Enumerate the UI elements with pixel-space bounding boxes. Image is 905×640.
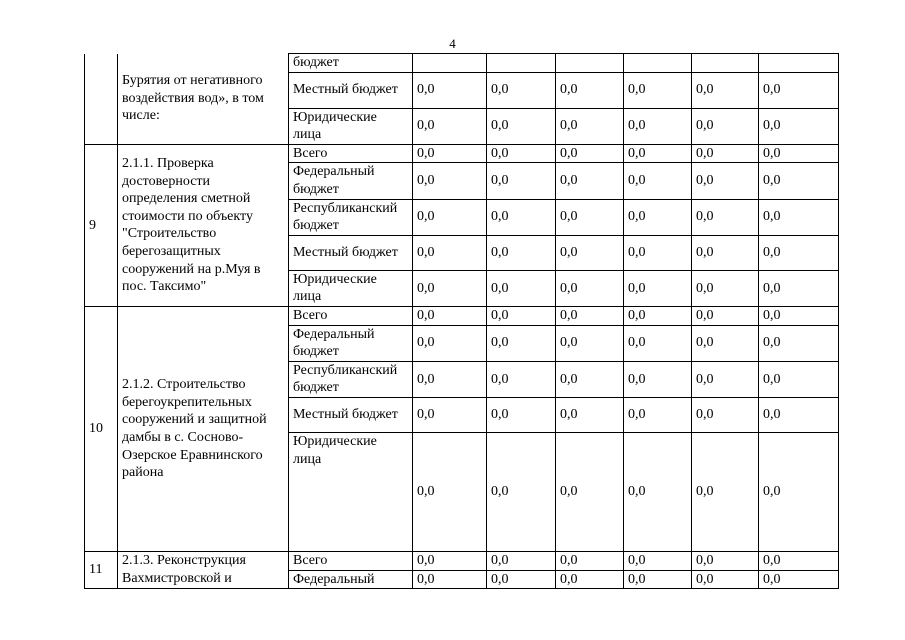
value-cell: 0,0 [556, 72, 624, 108]
value-cell: 0,0 [556, 306, 624, 325]
value-cell: 0,0 [487, 144, 556, 163]
value-cell: 0,0 [692, 108, 759, 144]
funding-source: Республиканский бюджет [289, 361, 413, 397]
value-cell: 0,0 [413, 306, 487, 325]
value-cell [759, 54, 839, 73]
value-cell: 0,0 [692, 270, 759, 306]
value-cell: 0,0 [624, 570, 692, 589]
value-cell: 0,0 [692, 235, 759, 270]
value-cell: 0,0 [759, 325, 839, 361]
value-cell: 0,0 [413, 432, 487, 551]
table-row [85, 306, 839, 325]
funding-source: Федеральный бюджет [289, 163, 413, 199]
value-cell: 0,0 [413, 163, 487, 199]
value-cell: 0,0 [556, 361, 624, 397]
value-cell: 0,0 [487, 432, 556, 551]
value-cell: 0,0 [487, 235, 556, 270]
value-cell: 0,0 [759, 306, 839, 325]
value-cell: 0,0 [759, 72, 839, 108]
funding-source: Всего [289, 144, 413, 163]
value-cell: 0,0 [692, 199, 759, 235]
value-cell: 0,0 [692, 361, 759, 397]
value-cell: 0,0 [556, 325, 624, 361]
value-cell: 0,0 [556, 551, 624, 570]
row-number: 10 [85, 306, 118, 551]
value-cell: 0,0 [487, 570, 556, 589]
value-cell: 0,0 [413, 235, 487, 270]
value-cell: 0,0 [692, 72, 759, 108]
value-cell [487, 54, 556, 73]
value-cell: 0,0 [624, 270, 692, 306]
value-cell: 0,0 [692, 163, 759, 199]
row-number [85, 54, 118, 145]
table-row [85, 54, 839, 73]
funding-source: Юридические лица [289, 270, 413, 306]
value-cell: 0,0 [624, 397, 692, 432]
value-cell: 0,0 [624, 325, 692, 361]
value-cell: 0,0 [487, 361, 556, 397]
value-cell: 0,0 [624, 551, 692, 570]
value-cell: 0,0 [759, 570, 839, 589]
value-cell: 0,0 [556, 570, 624, 589]
value-cell: 0,0 [692, 397, 759, 432]
value-cell [624, 54, 692, 73]
value-cell: 0,0 [556, 432, 624, 551]
value-cell: 0,0 [413, 199, 487, 235]
budget-table [84, 53, 839, 589]
funding-source: Республиканский бюджет [289, 199, 413, 235]
funding-source: Местный бюджет [289, 397, 413, 432]
value-cell: 0,0 [556, 199, 624, 235]
value-cell: 0,0 [413, 108, 487, 144]
measure-name: 2.1.2. Строительство берегоукрепительных сооружений и защитной дамбы в с. Сосново-Озерское Еравнинского района [118, 306, 289, 551]
value-cell: 0,0 [487, 397, 556, 432]
value-cell: 0,0 [487, 72, 556, 108]
value-cell: 0,0 [556, 235, 624, 270]
value-cell: 0,0 [413, 551, 487, 570]
row-number: 11 [85, 551, 118, 588]
funding-source: Федеральный бюджет [289, 325, 413, 361]
funding-source: Местный бюджет [289, 235, 413, 270]
value-cell: 0,0 [692, 306, 759, 325]
value-cell: 0,0 [624, 144, 692, 163]
value-cell: 0,0 [556, 144, 624, 163]
value-cell: 0,0 [624, 432, 692, 551]
funding-source: Юридические лица [289, 432, 413, 551]
funding-source: Всего [289, 551, 413, 570]
value-cell: 0,0 [624, 361, 692, 397]
value-cell: 0,0 [413, 397, 487, 432]
value-cell: 0,0 [692, 144, 759, 163]
row-number: 9 [85, 144, 118, 306]
measure-name: 2.1.3. Реконструкция Вахмистровской и [118, 551, 289, 588]
value-cell: 0,0 [759, 551, 839, 570]
value-cell: 0,0 [759, 432, 839, 551]
value-cell: 0,0 [759, 361, 839, 397]
value-cell: 0,0 [413, 570, 487, 589]
value-cell: 0,0 [759, 108, 839, 144]
value-cell: 0,0 [759, 270, 839, 306]
value-cell: 0,0 [487, 551, 556, 570]
funding-source: Федеральный [289, 570, 413, 589]
value-cell: 0,0 [413, 72, 487, 108]
value-cell: 0,0 [692, 570, 759, 589]
value-cell: 0,0 [556, 270, 624, 306]
value-cell: 0,0 [759, 235, 839, 270]
value-cell: 0,0 [487, 306, 556, 325]
value-cell: 0,0 [487, 325, 556, 361]
value-cell [692, 54, 759, 73]
value-cell: 0,0 [624, 108, 692, 144]
value-cell: 0,0 [692, 432, 759, 551]
value-cell: 0,0 [624, 72, 692, 108]
value-cell: 0,0 [413, 144, 487, 163]
value-cell: 0,0 [624, 163, 692, 199]
value-cell: 0,0 [487, 163, 556, 199]
funding-source: Всего [289, 306, 413, 325]
measure-name: Бурятия от негативного воздействия вод», в том числе: [118, 54, 289, 145]
funding-source: Местный бюджет [289, 72, 413, 108]
value-cell: 0,0 [759, 199, 839, 235]
value-cell: 0,0 [759, 163, 839, 199]
value-cell: 0,0 [556, 163, 624, 199]
funding-source: Юридические лица [289, 108, 413, 144]
value-cell: 0,0 [624, 306, 692, 325]
value-cell: 0,0 [624, 235, 692, 270]
table-row [85, 144, 839, 163]
measure-name: 2.1.1. Проверка достоверности определения сметной стоимости по объекту "Строительство берегозащитных сооружений на р.Муя в пос. Таксимо" [118, 144, 289, 306]
value-cell: 0,0 [487, 108, 556, 144]
funding-source: бюджет [289, 54, 413, 73]
value-cell [556, 54, 624, 73]
value-cell: 0,0 [759, 397, 839, 432]
value-cell: 0,0 [692, 325, 759, 361]
value-cell: 0,0 [487, 199, 556, 235]
value-cell: 0,0 [556, 397, 624, 432]
value-cell: 0,0 [487, 270, 556, 306]
value-cell: 0,0 [413, 270, 487, 306]
value-cell: 0,0 [413, 325, 487, 361]
page-number: 4 [449, 36, 456, 51]
value-cell: 0,0 [556, 108, 624, 144]
table-row [85, 551, 839, 570]
value-cell: 0,0 [692, 551, 759, 570]
value-cell [413, 54, 487, 73]
value-cell: 0,0 [413, 361, 487, 397]
value-cell: 0,0 [624, 199, 692, 235]
value-cell: 0,0 [759, 144, 839, 163]
